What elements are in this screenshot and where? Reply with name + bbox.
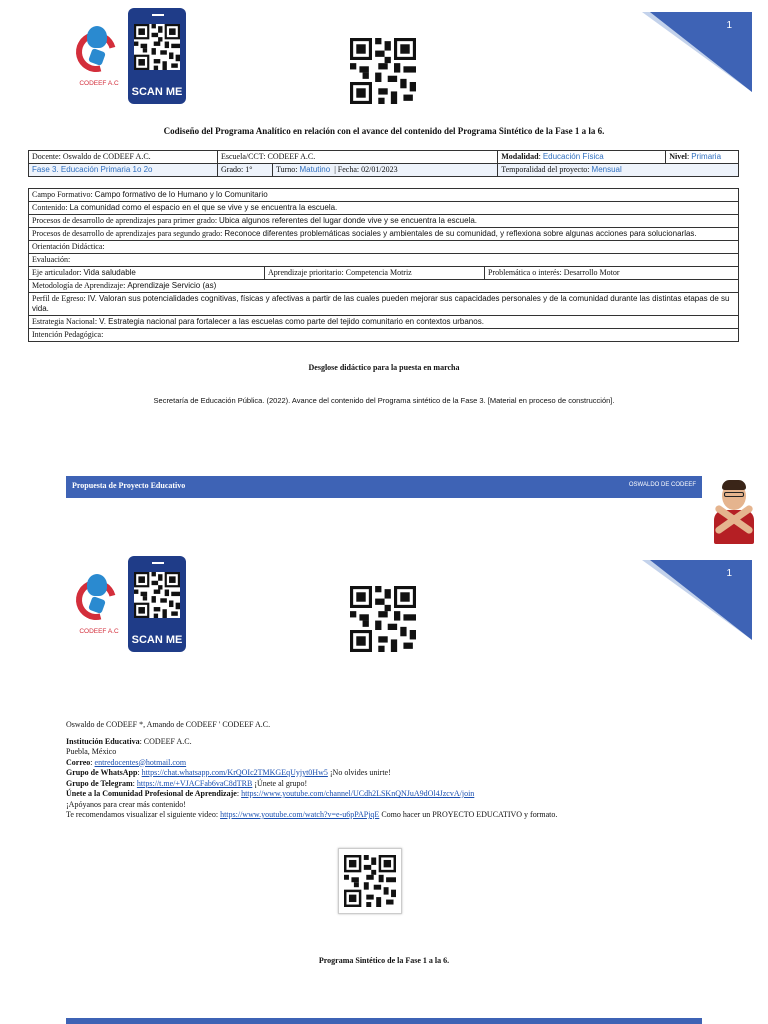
reference-citation: Secretaría de Educación Pública. (2022). Avance del contenido del Programa sintético de la Fase 3. [Material en proceso de construcción].: [153, 396, 615, 405]
qr-code-icon: [134, 24, 180, 70]
footer-bar: [66, 1018, 702, 1024]
footer-author: OSWALDO DE CODEEF: [628, 482, 696, 488]
logo-brand-text: CODEEF A.C: [79, 80, 119, 87]
qr-code-icon[interactable]: [350, 586, 416, 652]
qr-code-icon[interactable]: [338, 848, 402, 914]
corner-decoration: [642, 12, 752, 92]
codeef-logo: [72, 22, 122, 92]
video-link[interactable]: https://www.youtube.com/watch?v=e-u6pPAPjqE: [220, 810, 380, 819]
programa-heading: Programa Sintético de la Fase 1 a la 6.: [318, 956, 450, 965]
scan-me-qr-badge[interactable]: [128, 556, 186, 652]
authors-line: Oswaldo de CODEEF *, Amando de CODEEF ' CODEEF A.C.: [66, 720, 271, 729]
header-info-table: Docente: Oswaldo de CODEEF A.C. Escuela/CCT: CODEEF A.C. Modalidad: Educación Física Nivel: Primaria Fase 3. Educación Primaria 1o 2o Grado: 1° Turno: Matutino | Fecha: 02/01/2023 Temporalidad del proyecto: Mensual: [28, 150, 739, 177]
telegram-link[interactable]: https://t.me/+VJACFab6vaC8dTRB: [136, 778, 253, 788]
desglose-heading: Desglose didáctico para la puesta en marcha: [308, 363, 460, 372]
fase-cell: Fase 3. Educación Primaria 1o 2o: [29, 164, 218, 177]
project-details-table: Campo Formativo: Campo formativo de lo Humano y lo Comunitario Contenido: La comunidad como el espacio en el que se vive y se encuentra la escuela. Procesos de desarrollo de aprendizajes para primer grado: Ubica algunos referentes del lugar donde vive y se encuentra la escuela. Procesos de desarrollo de aprendizajes para segundo grado: Reconoce diferentes problemáticas sociales y ambientales de su comunidad, y reflexiona sobre algunas acciones para solucionarlas. Orientación Didáctica: Evaluación: Eje articulador: Vida saludable Aprendizaje prioritario: Competencia Motriz Problemática o interés: Desarrollo Motor Metodología de Aprendizaje: Aprendizaje Servicio (as) Perfil de Egreso: IV. Valoran sus potencialidades cognitivas, físicas y afectivas a partir de las cuales pueden mejorar sus capacidades personales y de la comunidad durante las distintas etapas de su vida. Estrategia Nacional: V. Estrategia nacional para fortalecer a las escuelas como parte del tejido comunitario en contextos urbanos. Intención Pedagógica:: [28, 188, 739, 342]
scan-me-label: SCAN ME: [131, 86, 183, 98]
page-number: 1: [726, 20, 732, 31]
scan-me-label: SCAN ME: [131, 634, 183, 646]
document-page-2: [0, 548, 768, 1024]
contact-info: Oswaldo de CODEEF *, Amando de CODEEF ' CODEEF A.C. Institución Educativa: CODEEF A.C. Puebla, México Correo: entredocentes@hotmail.com Grupo de WhatsApp: https://chat.whatsapp.com/KrQOIc2TMKGEqUyjyt0Hw5 ¡No olvides unirte! Grupo de Telegram: https://t.me/+VJACFab6vaC8dTRB ¡Únete al grupo! Únete a la Comunidad Profesional de Aprendizaje: https://www.youtube.com/channel/UCdh2LSKnQNJuA9dOl4JzcvA/join ¡Apóyanos para crear más contenido! Te recomendamos visualizar el siguiente video: https://www.youtube.com/watch?v=e-u6pPAPjqE Como hacer un PROYECTO EDUCATIVO y formato.: [66, 720, 706, 821]
footer-title: Propuesta de Proyecto Educativo: [72, 481, 186, 490]
community-link[interactable]: https://www.youtube.com/channel/UCdh2LSKnQNJuA9dOl4JzcvA/join: [241, 789, 475, 798]
document-title: Codiseño del Programa Analítico en relación con el avance del contenido del Programa Sintético de la Fase 1 a la 6.: [163, 126, 605, 136]
scan-me-qr-badge[interactable]: [128, 8, 186, 104]
page-number: 1: [726, 568, 732, 579]
qr-code-icon: [134, 572, 180, 618]
logo-brand-text: CODEEF A.C: [79, 628, 119, 635]
corner-decoration: [642, 560, 752, 640]
avatar: [710, 478, 758, 544]
footer-bar: [66, 476, 702, 498]
codeef-logo: [72, 570, 122, 640]
qr-code-icon[interactable]: [350, 38, 416, 104]
whatsapp-link[interactable]: https://chat.whatsapp.com/KrQOIc2TMKGEqUyjyt0Hw5: [141, 768, 328, 777]
email-link[interactable]: entredocentes@hotmail.com: [94, 757, 187, 767]
